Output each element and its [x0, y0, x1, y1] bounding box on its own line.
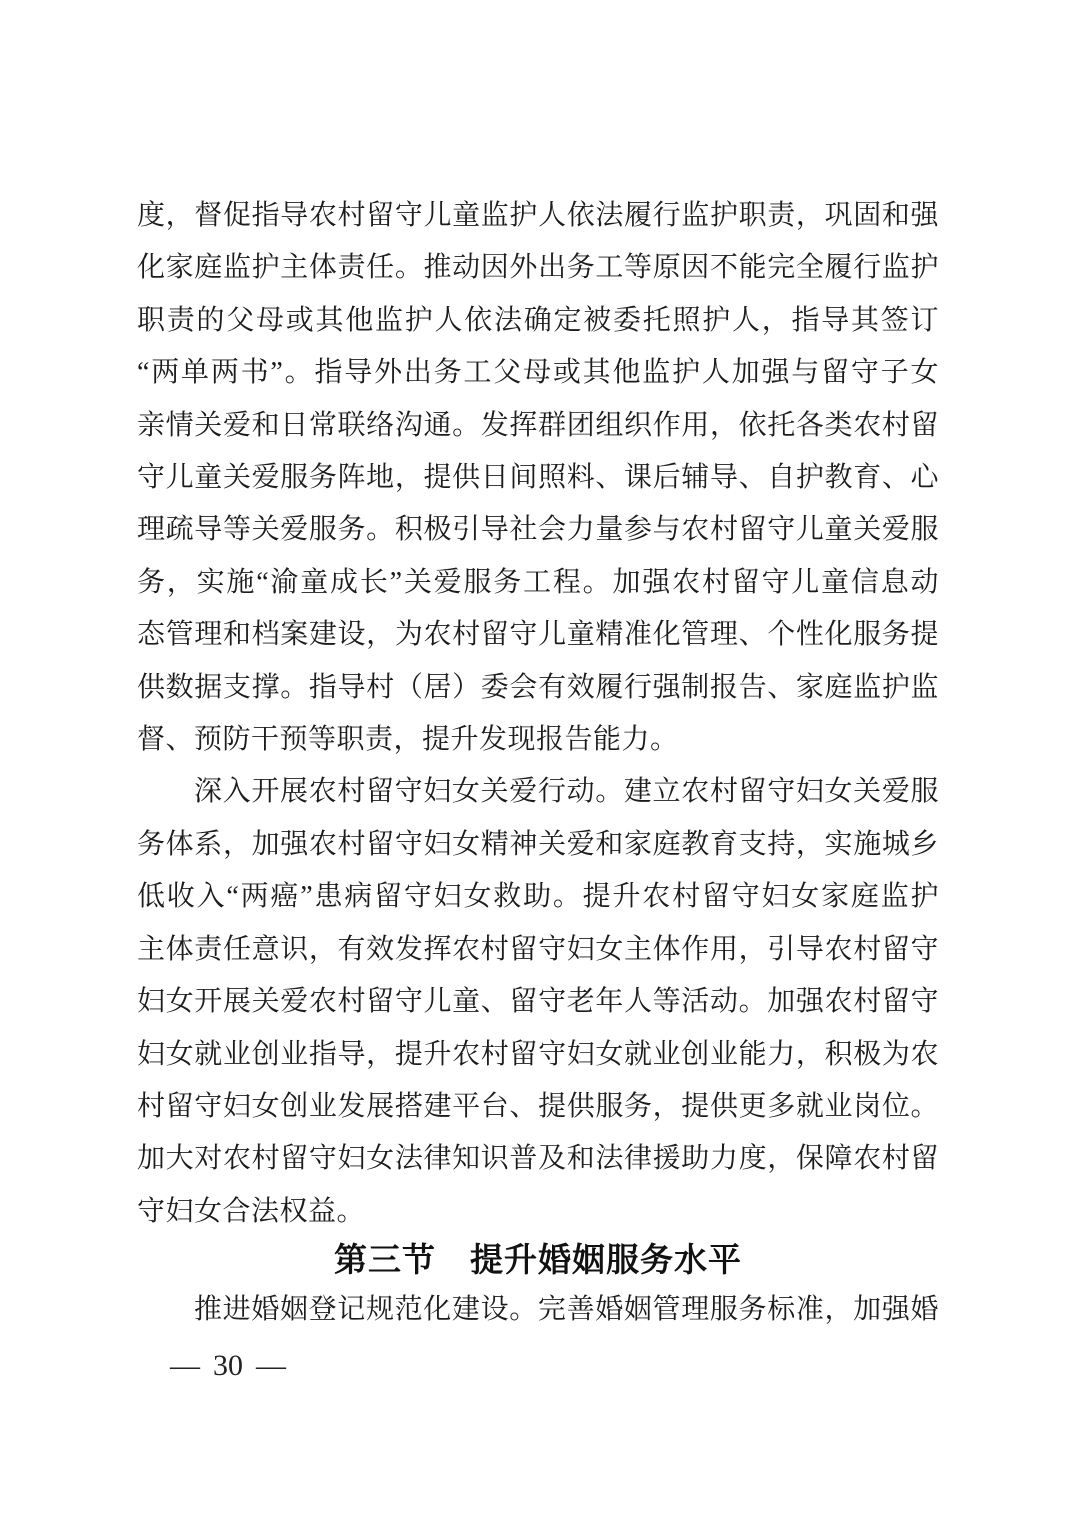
body-line: 理疏导等关爱服务。积极引导社会力量参与农村留守儿童关爱服 — [137, 514, 939, 546]
body-line: 督、预防干预等职责，提升发现报告能力。 — [137, 724, 679, 756]
body-line: 务体系，加强农村留守妇女精神关爱和家庭教育支持，实施城乡 — [137, 828, 939, 860]
body-line: 供数据支撑。指导村（居）委会有效履行强制报告、家庭监护监 — [137, 671, 939, 703]
body-line: 守妇女合法权益。 — [137, 1195, 366, 1227]
body-line: 低收入“两癌”患病留守妇女救助。提升农村留守妇女家庭监护 — [137, 881, 939, 913]
body-line: 化家庭监护主体责任。推动因外出务工等原因不能完全履行监护 — [137, 252, 939, 284]
text-block — [137, 190, 939, 1337]
body-line: 亲情关爱和日常联络沟通。发挥群团组织作用，依托各类农村留 — [137, 409, 939, 441]
body-line: 度，督促指导农村留守儿童监护人依法履行监护职责，巩固和强 — [137, 200, 939, 231]
body-line: 主体责任意识，有效发挥农村留守妇女主体作用，引导农村留守 — [137, 933, 939, 965]
page-number: 30 — [213, 1349, 243, 1382]
body-line: 推进婚姻登记规范化建设。完善婚姻管理服务标准，加强婚 — [194, 1294, 939, 1326]
body-line: 妇女就业创业指导，提升农村留守妇女就业创业能力，积极为农 — [137, 1038, 939, 1070]
body-line: “两单两书”。指导外出务工父母或其他监护人加强与留守子女 — [137, 357, 939, 389]
body-line: 务，实施“渝童成长”关爱服务工程。加强农村留守儿童信息动 — [137, 566, 939, 598]
body-line: 妇女开展关爱农村留守儿童、留守老年人等活动。加强农村留守 — [137, 986, 939, 1018]
footer-dash-left: — — [170, 1349, 200, 1382]
body-line: 态管理和档案建设，为农村留守儿童精准化管理、个性化服务提 — [137, 619, 939, 651]
body-line: 加大对农村留守妇女法律知识普及和法律援助力度，保障农村留 — [137, 1143, 939, 1175]
section-heading: 第三节 提升婚姻服务水平 — [334, 1243, 742, 1280]
body-line: 守儿童关爱服务阵地，提供日间照料、课后辅导、自护教育、心 — [137, 462, 939, 494]
body-line: 村留守妇女创业发展搭建平台、提供服务，提供更多就业岗位。 — [137, 1090, 939, 1122]
page-footer — [170, 1346, 286, 1386]
body-line: 职责的父母或其他监护人依法确定被委托照护人，指导其签订 — [137, 304, 939, 336]
footer-dash-right: — — [256, 1349, 286, 1382]
body-line: 深入开展农村留守妇女关爱行动。建立农村留守妇女关爱服 — [194, 776, 939, 808]
